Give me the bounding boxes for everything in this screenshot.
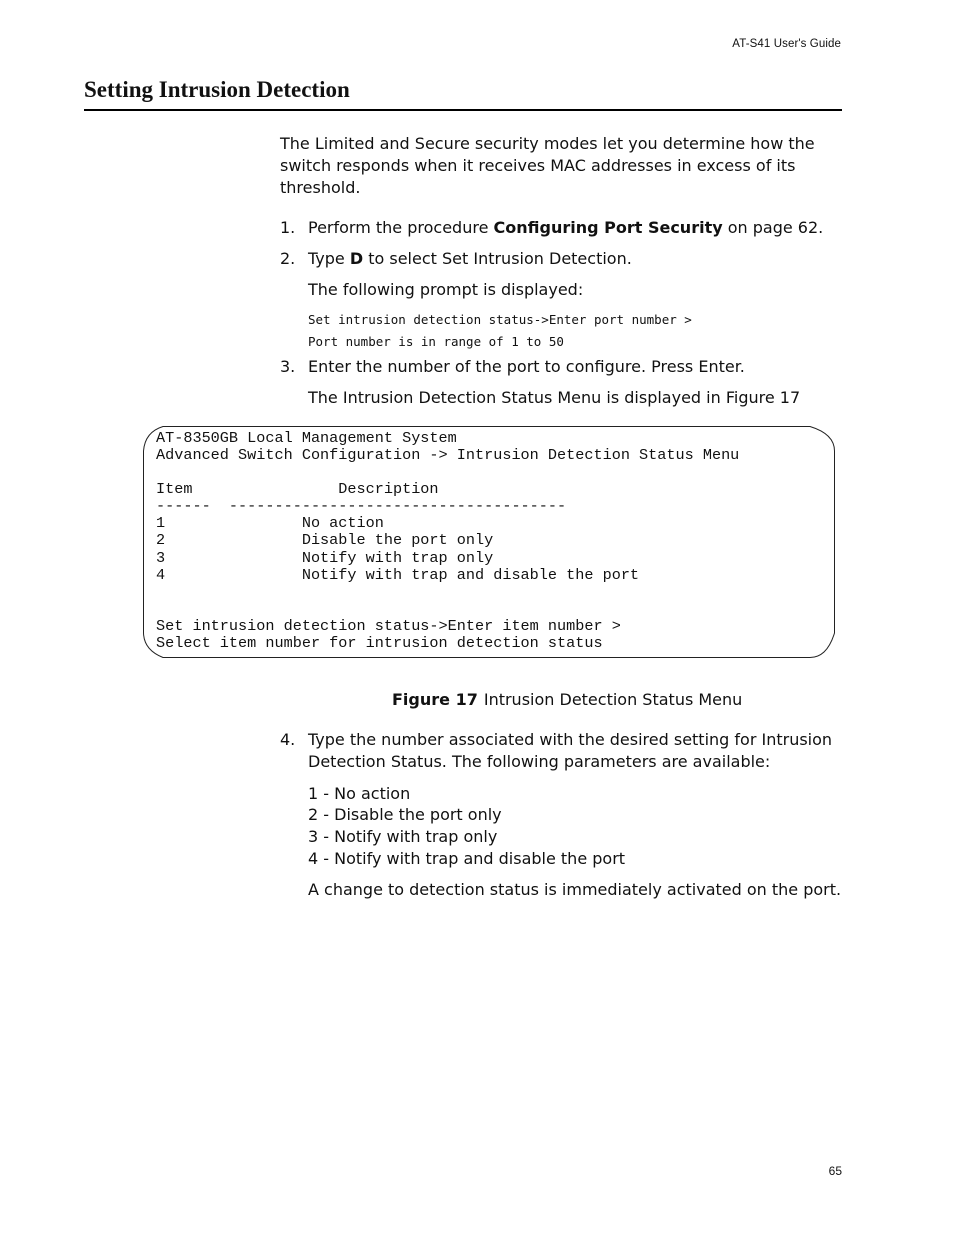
figure-label: Figure 17 (392, 690, 478, 709)
step-2-bold: D (349, 249, 364, 268)
parameter-item: 2 - Disable the port only (308, 805, 502, 824)
screen-system-title: AT-8350GB Local Management System (156, 429, 457, 447)
screen-menu-item: 3 Notify with trap only (156, 549, 494, 567)
step-2-number: 2. (280, 249, 296, 268)
step-3-followup: The Intrusion Detection Status Menu is displayed in Figure 17 (308, 388, 801, 407)
step-3-number: 3. (280, 357, 296, 376)
parameter-item: 1 - No action (308, 784, 411, 803)
title-rule (84, 109, 842, 111)
closing-note: A change to detection status is immediately activated on the port. (308, 880, 842, 899)
step-1-number: 1. (280, 218, 296, 237)
step-2-followup: The following prompt is displayed: (308, 280, 584, 299)
step-4-number: 4. (280, 730, 296, 749)
step-4-text-line-2: Detection Status. The following parameters are available: (308, 752, 771, 771)
step-1-bold: Configuring Port Security (493, 218, 723, 237)
step-1-text: Perform the procedure Configuring Port Security on page 62. (308, 218, 824, 237)
step-4-text-line-1: Type the number associated with the desired setting for Intrusion (308, 730, 833, 749)
screen-menu-item: 1 No action (156, 514, 384, 532)
step-2-text: Type D to select Set Intrusion Detection. (308, 249, 632, 268)
step-3-text: Enter the number of the port to configure. Press Enter. (308, 357, 745, 376)
screen-prompt-help: Select item number for intrusion detection status (156, 634, 603, 652)
screen-menu-item: 4 Notify with trap and disable the port (156, 566, 640, 584)
section-title: Setting Intrusion Detection (84, 77, 350, 102)
screen-column-header: Item Description (156, 480, 439, 498)
prompt-line-2: Port number is in range of 1 to 50 (308, 334, 564, 349)
parameter-item: 4 - Notify with trap and disable the port (308, 849, 626, 868)
intro-paragraph: The Limited and Secure security modes let you determine how the switch responds when it receives MAC addresses in excess of its threshold. (280, 134, 815, 197)
running-header: AT-S41 User's Guide (732, 38, 841, 50)
screen-breadcrumb: Advanced Switch Configuration -> Intrusion Detection Status Menu (156, 446, 740, 464)
prompt-line-1: Set intrusion detection status->Enter port number > (308, 312, 692, 327)
figure-caption: Figure 17 Intrusion Detection Status Menu (392, 690, 743, 709)
screen-menu-item: 2 Disable the port only (156, 531, 494, 549)
page-number: 65 (828, 1164, 842, 1178)
screen-prompt: Set intrusion detection status->Enter item number > (156, 617, 621, 635)
screen-figure (143, 426, 835, 658)
screen-divider: ------ ------------------------------------- (156, 497, 567, 515)
parameter-item: 3 - Notify with trap only (308, 827, 498, 846)
